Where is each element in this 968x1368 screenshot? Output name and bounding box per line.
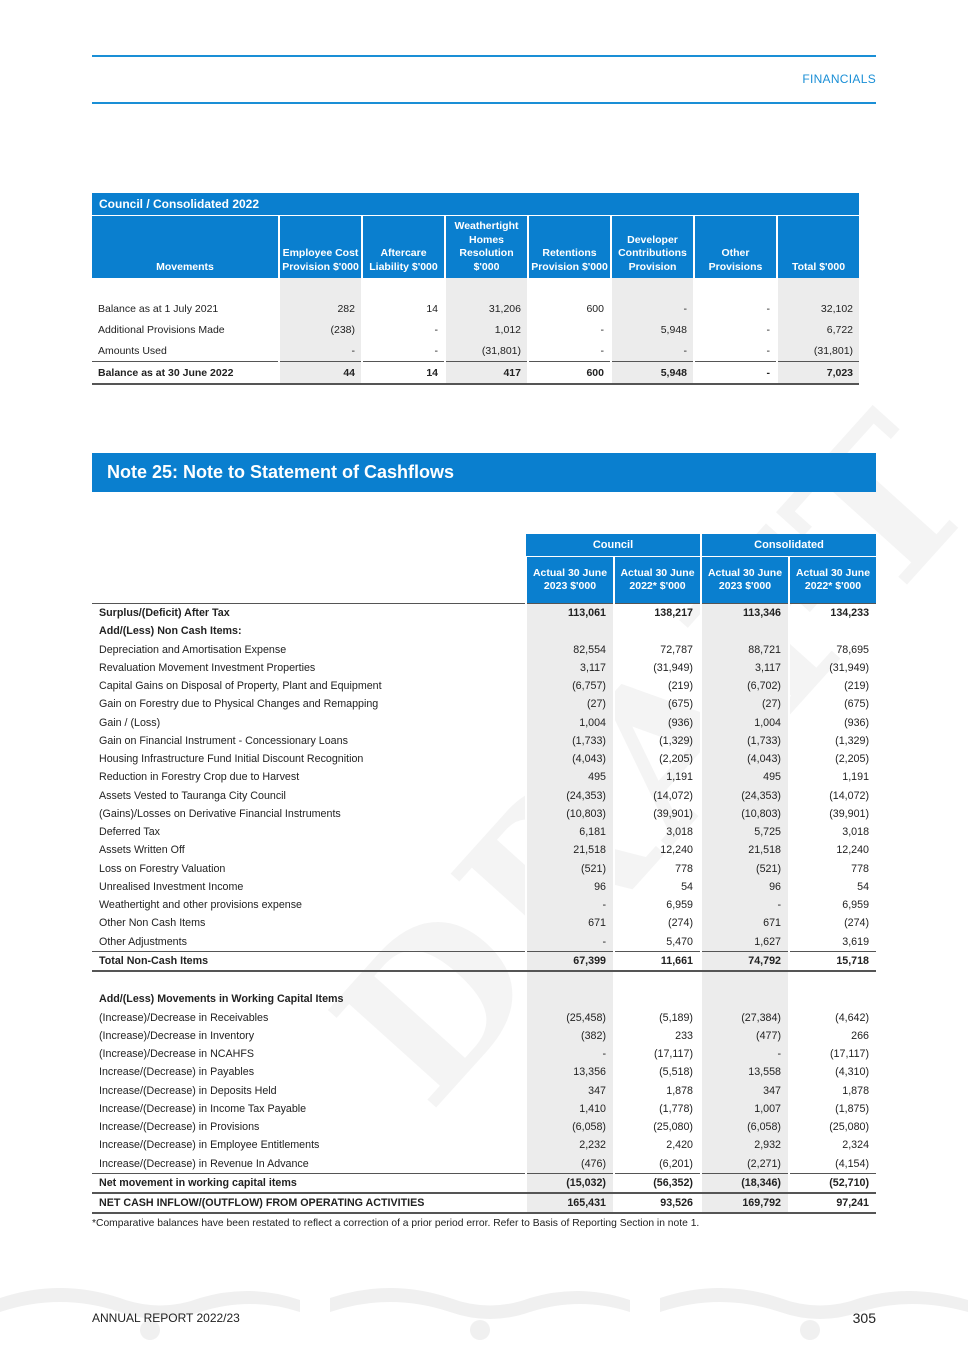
cell-value: (936) xyxy=(844,716,870,729)
table-row xyxy=(92,1136,876,1154)
table-row xyxy=(92,1155,876,1174)
cell-value: - xyxy=(701,1045,789,1063)
cell-value: (1,733) xyxy=(526,732,614,750)
row-label: Assets Vested to Tauranga City Council xyxy=(92,787,526,805)
cell-value: 1,191 xyxy=(614,768,701,786)
row-label: (Increase)/Decrease in NCAHFS xyxy=(92,1045,526,1063)
cell-value: (31,801) xyxy=(445,340,528,362)
cell-value: 32,102 xyxy=(777,298,859,319)
cell-value: 2,932 xyxy=(701,1136,789,1154)
cell-value: 11,661 xyxy=(614,951,701,971)
row-label: Housing Infrastructure Fund Initial Discount Recognition xyxy=(92,750,526,768)
table-row xyxy=(92,695,876,713)
cell-value: 14 xyxy=(362,298,445,319)
cell-value: 671 xyxy=(701,914,789,932)
cell-value: (25,080) xyxy=(614,1118,701,1136)
table-row xyxy=(92,677,876,695)
table-row xyxy=(92,860,876,878)
footnote: *Comparative balances have been restated to reflect a correction of a prior period error. Refer to Basis of Reporting Section in note 1. xyxy=(92,1218,700,1229)
table-row xyxy=(92,787,876,805)
t1-col-6: Other Provisions xyxy=(694,216,777,279)
cell-value: - xyxy=(526,1045,614,1063)
table-row xyxy=(92,878,876,896)
cell-value: 21,518 xyxy=(526,841,614,859)
row-label: Increase/(Decrease) in Provisions xyxy=(92,1118,526,1136)
cell-value: 1,410 xyxy=(526,1100,614,1118)
cell-value: 1,878 xyxy=(614,1082,701,1100)
table-row xyxy=(92,768,876,786)
row-label: Other Adjustments xyxy=(92,933,526,952)
section-label: FINANCIALS xyxy=(802,72,876,86)
cell-value: 72,787 xyxy=(614,641,701,659)
provisions-table xyxy=(92,193,859,385)
row-label: Total Non-Cash Items xyxy=(92,951,526,971)
cell-value: 138,217 xyxy=(614,604,701,623)
table-row xyxy=(92,951,876,971)
cell-value: 3,018 xyxy=(842,826,870,839)
total-value: 7,023 xyxy=(777,362,859,385)
cell-value: 266 xyxy=(851,1029,870,1042)
total-value: - xyxy=(694,362,777,385)
cell-value: (31,949) xyxy=(829,661,870,674)
cell-value: - xyxy=(526,896,614,914)
row-label: Additional Provisions Made xyxy=(92,319,279,340)
cell-value: 2,324 xyxy=(842,1139,870,1152)
cell-value: 67,399 xyxy=(526,951,614,971)
cell-value: 12,240 xyxy=(614,841,701,859)
cell-value: (52,710) xyxy=(789,1173,876,1193)
cell-value: 21,518 xyxy=(701,841,789,859)
cell-value: (17,117) xyxy=(614,1045,701,1063)
cell-value: 6,722 xyxy=(777,319,859,340)
cell-value: 169,792 xyxy=(701,1193,789,1213)
row-label: Other Non Cash Items xyxy=(92,914,526,932)
row-label: Weathertight and other provisions expense xyxy=(92,896,526,914)
table-row xyxy=(92,732,876,750)
cell-value: 1,012 xyxy=(445,319,528,340)
cell-value: 15,718 xyxy=(789,951,876,971)
cell-value: - xyxy=(694,319,777,340)
cell-value: 93,526 xyxy=(614,1193,701,1213)
row-label: Reduction in Forestry Crop due to Harvest xyxy=(92,768,526,786)
cell-value: (521) xyxy=(526,860,614,878)
cell-value: 31,206 xyxy=(445,298,528,319)
cell-value: 778 xyxy=(851,862,870,875)
cell-value: - xyxy=(528,340,611,362)
cell-value: 5,948 xyxy=(611,319,694,340)
cell-value: 1,004 xyxy=(701,714,789,732)
section-heading-row xyxy=(92,990,876,1008)
row-label: Unrealised Investment Income xyxy=(92,878,526,896)
page-number: 305 xyxy=(852,1310,876,1326)
row-label: Capital Gains on Disposal of Property, Plant and Equipment xyxy=(92,677,526,695)
table-row xyxy=(92,1082,876,1100)
cell-value: - xyxy=(694,340,777,362)
cell-value: (39,901) xyxy=(614,805,701,823)
cell-value: (17,117) xyxy=(830,1048,870,1061)
row-label: Balance as at 1 July 2021 xyxy=(92,298,279,319)
cell-value: 600 xyxy=(528,298,611,319)
cell-value: (6,058) xyxy=(526,1118,614,1136)
cell-value: 2,232 xyxy=(526,1136,614,1154)
row-label: Assets Written Off xyxy=(92,841,526,859)
cell-value: (2,205) xyxy=(835,753,870,766)
table-row xyxy=(92,914,876,932)
cell-value: - xyxy=(526,933,614,952)
cell-value: - xyxy=(611,340,694,362)
cell-value: (4,043) xyxy=(701,750,789,768)
table-row xyxy=(92,714,876,732)
cell-value: (219) xyxy=(614,677,701,695)
cell-value: 12,240 xyxy=(836,844,870,857)
table-row xyxy=(92,1027,876,1045)
cell-value: (477) xyxy=(701,1027,789,1045)
cell-value: 1,004 xyxy=(526,714,614,732)
table-row xyxy=(92,750,876,768)
table-row xyxy=(92,1193,876,1213)
section-heading: Add/(Less) Non Cash Items: xyxy=(92,622,526,640)
row-label: Increase/(Decrease) in Revenue In Advance xyxy=(92,1155,526,1174)
cell-value: 88,721 xyxy=(701,641,789,659)
spacer-row xyxy=(92,971,876,990)
cell-value: (238) xyxy=(279,319,362,340)
cell-value: (1,329) xyxy=(835,734,870,747)
cell-value: 13,356 xyxy=(526,1063,614,1081)
total-value: 5,948 xyxy=(611,362,694,385)
cell-value: - xyxy=(279,340,362,362)
cell-value: (1,778) xyxy=(614,1100,701,1118)
cell-value: (27) xyxy=(701,695,789,713)
note-25-banner: Note 25: Note to Statement of Cashflows xyxy=(92,453,876,492)
row-label: (Increase)/Decrease in Inventory xyxy=(92,1027,526,1045)
row-label: NET CASH INFLOW/(OUTFLOW) FROM OPERATING ACTIVITIES xyxy=(92,1193,526,1213)
table-row xyxy=(92,823,876,841)
cell-value: 5,470 xyxy=(614,933,701,952)
t2-col-header: Actual 30 June 2023 $'000 xyxy=(701,557,789,604)
cell-value: 1,191 xyxy=(842,771,870,784)
cell-value: (25,458) xyxy=(526,1009,614,1027)
section-heading-row xyxy=(92,622,876,640)
table-row xyxy=(92,298,859,319)
row-label: Deferred Tax xyxy=(92,823,526,841)
cell-value: (25,080) xyxy=(829,1121,870,1134)
row-label: Net movement in working capital items xyxy=(92,1173,526,1193)
cell-value: (39,901) xyxy=(829,807,870,820)
cell-value: 6,959 xyxy=(842,899,870,912)
total-value: 417 xyxy=(445,362,528,385)
cell-value: (936) xyxy=(614,714,701,732)
cell-value: - xyxy=(694,298,777,319)
cell-value: 347 xyxy=(701,1082,789,1100)
row-label: Increase/(Decrease) in Deposits Held xyxy=(92,1082,526,1100)
table-row xyxy=(92,1009,876,1027)
t2-col-header: Actual 30 June 2022* $'000 xyxy=(614,557,701,604)
table-row xyxy=(92,1100,876,1118)
cell-value: (6,757) xyxy=(526,677,614,695)
row-label: Increase/(Decrease) in Income Tax Payable xyxy=(92,1100,526,1118)
cell-value: (5,518) xyxy=(614,1063,701,1081)
cell-value: 97,241 xyxy=(789,1193,876,1213)
t1-col-movements: Movements xyxy=(92,216,279,279)
cell-value: - xyxy=(611,298,694,319)
table-row xyxy=(92,1118,876,1136)
cell-value: (521) xyxy=(701,860,789,878)
cell-value: 96 xyxy=(701,878,789,896)
cell-value: (219) xyxy=(844,680,870,693)
cell-value: (6,058) xyxy=(701,1118,789,1136)
row-label: Revaluation Movement Investment Properties xyxy=(92,659,526,677)
cell-value: 282 xyxy=(279,298,362,319)
table-row xyxy=(92,933,876,952)
row-label: Depreciation and Amortisation Expense xyxy=(92,641,526,659)
cell-value: 1,878 xyxy=(842,1084,870,1097)
cell-value: (24,353) xyxy=(526,787,614,805)
total-label: Balance as at 30 June 2022 xyxy=(92,362,279,385)
cell-value: 6,181 xyxy=(526,823,614,841)
cell-value: (56,352) xyxy=(614,1173,701,1193)
cell-value: 113,346 xyxy=(701,604,789,623)
cell-value: 74,792 xyxy=(701,951,789,971)
cell-value: (675) xyxy=(614,695,701,713)
cell-value: 96 xyxy=(526,878,614,896)
row-label: Gain on Financial Instrument - Concessionary Loans xyxy=(92,732,526,750)
cell-value: - xyxy=(362,319,445,340)
cell-value: (2,271) xyxy=(701,1155,789,1174)
total-value: 600 xyxy=(528,362,611,385)
row-label: Increase/(Decrease) in Payables xyxy=(92,1063,526,1081)
table-row xyxy=(92,604,876,623)
cell-value: (31,949) xyxy=(614,659,701,677)
cell-value: 5,725 xyxy=(701,823,789,841)
cashflow-table xyxy=(92,534,876,1214)
cell-value: 671 xyxy=(526,914,614,932)
cell-value: (6,702) xyxy=(701,677,789,695)
cell-value: (476) xyxy=(526,1155,614,1174)
cell-value: 3,117 xyxy=(526,659,614,677)
t1-col-7: Total $'000 xyxy=(777,216,859,279)
cell-value: (274) xyxy=(844,917,870,930)
cell-value: 495 xyxy=(701,768,789,786)
table-row xyxy=(92,896,876,914)
row-label: Gain on Forestry due to Physical Changes and Remapping xyxy=(92,695,526,713)
cell-value: (14,072) xyxy=(614,787,701,805)
row-label: Gain / (Loss) xyxy=(92,714,526,732)
header-rule xyxy=(92,102,876,104)
cell-value: (10,803) xyxy=(526,805,614,823)
cell-value: 495 xyxy=(526,768,614,786)
row-label: Amounts Used xyxy=(92,340,279,362)
cell-value: (4,642) xyxy=(835,1011,870,1024)
cell-value: 6,959 xyxy=(614,896,701,914)
total-value: 44 xyxy=(279,362,362,385)
cell-value: - xyxy=(701,896,789,914)
cell-value: 78,695 xyxy=(836,643,870,656)
cell-value: (14,072) xyxy=(829,789,870,802)
cell-value: 82,554 xyxy=(526,641,614,659)
cell-value: (1,875) xyxy=(835,1102,870,1115)
table-row xyxy=(92,340,859,362)
row-label: (Gains)/Losses on Derivative Financial Instruments xyxy=(92,805,526,823)
cell-value: 54 xyxy=(857,880,870,893)
cell-value: 54 xyxy=(614,878,701,896)
t1-col-2: Aftercare Liability $'000 xyxy=(362,216,445,279)
table-row xyxy=(92,1063,876,1081)
table-row xyxy=(92,805,876,823)
table-row xyxy=(92,659,876,677)
cell-value: (675) xyxy=(844,698,870,711)
top-rule xyxy=(92,55,876,57)
row-label: (Increase)/Decrease in Receivables xyxy=(92,1009,526,1027)
cell-value: (274) xyxy=(614,914,701,932)
cell-value: 1,007 xyxy=(701,1100,789,1118)
provisions-caption: Council / Consolidated 2022 xyxy=(92,193,859,216)
cell-value: (10,803) xyxy=(701,805,789,823)
table-row xyxy=(92,1173,876,1193)
cell-value: (6,201) xyxy=(614,1155,701,1174)
cell-value: - xyxy=(528,319,611,340)
group-consolidated: Consolidated xyxy=(701,534,876,557)
cell-value: (31,801) xyxy=(777,340,859,362)
cell-value: (382) xyxy=(526,1027,614,1045)
cell-value: 1,627 xyxy=(701,933,789,952)
report-title: ANNUAL REPORT 2022/23 xyxy=(92,1311,240,1325)
cell-value: 3,619 xyxy=(842,935,870,948)
cell-value: 2,420 xyxy=(614,1136,701,1154)
cell-value: (24,353) xyxy=(701,787,789,805)
t1-col-5: Developer Contributions Provision xyxy=(611,216,694,279)
cell-value: (4,154) xyxy=(835,1157,870,1170)
row-label: Surplus/(Deficit) After Tax xyxy=(92,604,526,623)
row-label: Increase/(Decrease) in Employee Entitlements xyxy=(92,1136,526,1154)
cell-value: (2,205) xyxy=(614,750,701,768)
cell-value: 347 xyxy=(526,1082,614,1100)
t2-col-header: Actual 30 June 2022* $'000 xyxy=(789,557,876,604)
cell-value: (1,733) xyxy=(701,732,789,750)
cell-value: - xyxy=(362,340,445,362)
t2-col-header: Actual 30 June 2023 $'000 xyxy=(526,557,614,604)
t1-col-4: Retentions Provision $'000 xyxy=(528,216,611,279)
cell-value: (27,384) xyxy=(701,1009,789,1027)
cell-value: (27) xyxy=(526,695,614,713)
cell-value: 778 xyxy=(614,860,701,878)
cell-value: (4,310) xyxy=(835,1066,870,1079)
cell-value: 13,558 xyxy=(701,1063,789,1081)
cell-value: 113,061 xyxy=(526,604,614,623)
row-label: Loss on Forestry Valuation xyxy=(92,860,526,878)
cell-value: 3,018 xyxy=(614,823,701,841)
cell-value: (15,032) xyxy=(526,1173,614,1193)
cell-value: 134,233 xyxy=(789,604,876,623)
table-row xyxy=(92,641,876,659)
t1-col-3: Weathertight Homes Resolution $'000 xyxy=(445,216,528,279)
cell-value: 165,431 xyxy=(526,1193,614,1213)
cell-value: (1,329) xyxy=(614,732,701,750)
table-row xyxy=(92,841,876,859)
cell-value: 233 xyxy=(614,1027,701,1045)
cell-value: 3,117 xyxy=(701,659,789,677)
cell-value: (5,189) xyxy=(614,1009,701,1027)
table-row xyxy=(92,319,859,340)
cell-value: (4,043) xyxy=(526,750,614,768)
cell-value: (18,346) xyxy=(701,1173,789,1193)
group-council: Council xyxy=(526,534,701,557)
total-value: 14 xyxy=(362,362,445,385)
table-row xyxy=(92,1045,876,1063)
section-heading: Add/(Less) Movements in Working Capital Items xyxy=(92,990,526,1008)
t1-col-1: Employee Cost Provision $'000 xyxy=(279,216,362,279)
